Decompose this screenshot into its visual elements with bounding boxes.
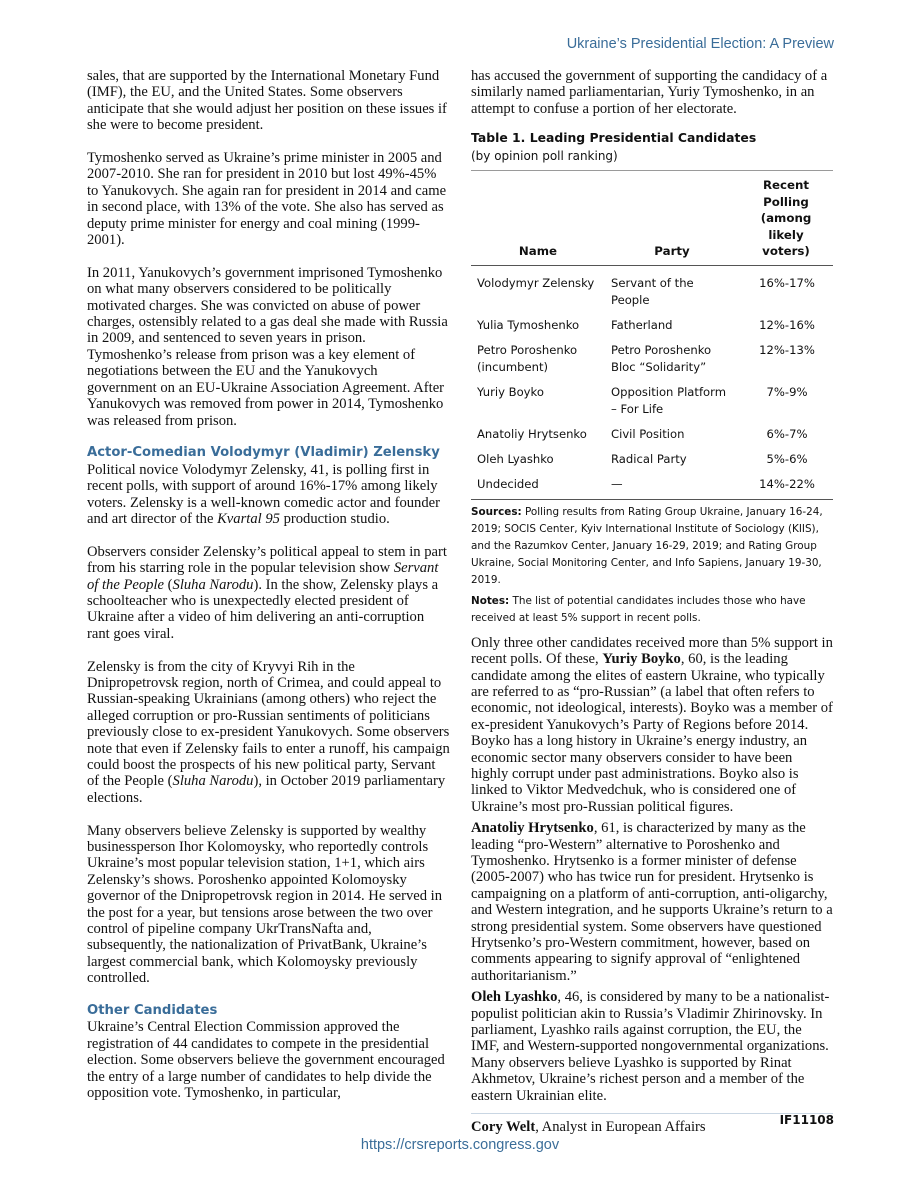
italic-text: Kvartal 95 [217, 510, 280, 527]
italic-text: Sluha Narodu [172, 773, 254, 790]
italic-text: Sluha Narodu [172, 576, 254, 593]
left-column [87, 68, 450, 1101]
cell-name: Yuriy Boyko [477, 384, 544, 399]
bold-name: Anatoliy Hrytsenko [471, 820, 594, 837]
cell-polling: 6%-7% [766, 426, 808, 441]
paragraph: Only three other candidates received more than 5% support in recent polls. Of these, Yuriy Boyko, 60, is the leading candidate among the elites of eastern Ukraine, who typically are referred to as “pro-Russian” (a label that often refers to economic, not ideological, interests). Boyko was a member of ex-president Yanukovych’s Party of Regions before 2014. Boyko has a long history in Ukraine’s energy industry, an economic sector many observers consider to have been highly corrupt under past administrations. Boyko also is linked to Viktor Medvedchuk, who is considered one of Ukraine’s most pro-Russian political figures. [471, 634, 833, 815]
candidates-table [471, 170, 833, 500]
paragraph: Tymoshenko served as Ukraine’s prime minister in 2005 and 2007-2010. She ran for president in 2010 but lost 49%-45% to Yanukovych. She again ran for president in 2014 and came in second place, with 13% of the vote. She also has served as deputy prime minister for energy and coal mining (1999-2001). [87, 150, 447, 249]
cell-polling: 7%-9% [766, 384, 808, 399]
table-row [471, 472, 833, 500]
cell-party: Opposition Platform – For Life [611, 384, 726, 416]
cell-polling: 5%-6% [766, 451, 808, 466]
table-row [471, 313, 833, 338]
table-title: Table 1. Leading Presidential Candidates [471, 130, 757, 146]
paragraph: has accused the government of supporting the candidacy of a similarly named parliamentarian, Yuriy Tymoshenko, in an attempt to confuse a portion of her electorate. [471, 68, 828, 117]
cell-name: Petro Poroshenko (incumbent) [477, 342, 578, 374]
column-header-polling: Recent Polling (among likely voters) [739, 171, 833, 266]
cell-party: Petro Poroshenko Bloc “Solidarity” [611, 342, 712, 374]
bold-name: Oleh Lyashko [471, 989, 558, 1006]
cell-polling: 12%-16% [759, 317, 815, 332]
author-line: Cory Welt, Analyst in European Affairs [471, 1119, 706, 1136]
section-heading-other-candidates: Other Candidates [87, 1003, 218, 1019]
paragraph: Observers consider Zelensky’s political appeal to stem in part from his starring role in the popular television show Servant of the People (Sluha Narodu). In the show, Zelensky plays a schoolteacher who is unexpectedly elected president of Ukraine after a video of him delivering an anti-corruption rant goes viral. [87, 543, 447, 642]
table-row [471, 380, 833, 422]
cell-party: — [605, 472, 739, 500]
cell-name: Oleh Lyashko [477, 451, 554, 466]
cell-name: Anatoliy Hrytsenko [477, 426, 587, 441]
italic-text: Servant of the People [87, 560, 439, 593]
paragraph: Political novice Volodymyr Zelensky, 41, is polling first in recent polls, with support of around 16%-17% among likely voters. Zelensky is a well-known comedic actor and founder and art director of the Kvartal 95 production studio. [87, 461, 440, 527]
table-subtitle: (by opinion poll ranking) [471, 149, 618, 164]
cell-polling: 12%-13% [759, 342, 815, 357]
column-header-name: Name [471, 171, 605, 266]
bold-name: Yuriy Boyko [602, 651, 681, 668]
paragraph: Zelensky is from the city of Kryvyi Rih in the Dnipropetrovsk region, north of Crimea, and could appeal to Russian-speaking Ukrainians (among others) who reject the alleged corruption or pro-Russian sentiments of politicians previously close to ex-president Yanukovych. Some observers note that even if Zelensky fails to enter a runoff, his campaign could boost the prospects of his new political party, Servant of the People (Sluha Narodu), in October 2019 parliamentary elections. [87, 658, 450, 806]
running-header: Ukraine’s Presidential Election: A Preview [566, 36, 834, 52]
paragraph: Ukraine’s Central Election Commission approved the registration of 44 candidates to compete in the presidential election. Some observers believe the government encouraged the entry of a large number of candidates to help divide the opposition vote. Tymoshenko, in particular, [87, 1019, 445, 1102]
paragraph: In 2011, Yanukovych’s government imprisoned Tymoshenko on what many observers considered to be politically motivated charges. She was convicted on abuse of power charges, ostensibly related to a gas deal she made with Russia in 2009, and sentenced to seven years in prison. Tymoshenko’s release from prison was a key element of negotiations between the EU and the Yanukovych government on an EU-Ukraine Association Agreement. After Yanukovych was removed from power in 2014, Tymoshenko was released from prison. [87, 264, 448, 429]
table-sources-note: Sources: Polling results from Rating Group Ukraine, January 16-24, 2019; SOCIS Center, Kyiv International Institute of Sociology (KIIS), and the Razumkov Center, January 16-29, 2019; and Rating Group Ukraine, Social Monitoring Center, and Info Sapiens, January 19-30, 2019. [471, 505, 823, 586]
paragraph: sales, that are supported by the International Monetary Fund (IMF), the EU, and the United States. Some observers anticipate that she would adjust her position on these issues if she were to become president. [87, 68, 447, 134]
cell-party: Fatherland [611, 317, 673, 332]
sources-label: Sources: [471, 505, 522, 518]
cell-polling: 16%-17% [759, 275, 815, 290]
cell-name: Undecided [471, 472, 605, 500]
table-row [471, 338, 833, 380]
author-name: Cory Welt [471, 1119, 536, 1136]
column-header-party: Party [605, 171, 739, 266]
table-row [471, 447, 833, 472]
footer-url-link[interactable]: https://crsreports.congress.gov [360, 1137, 560, 1153]
paragraph: Many observers believe Zelensky is supported by wealthy businessperson Ihor Kolomoysky, who reportedly controls Ukraine’s most popular television station, 1+1, which airs Zelensky’s shows. Poroshenko appointed Kolomoysky governor of the Dnipropetrovsk region in 2014. He served in the post for a year, but tensions arose between the two over control of pipeline company UkrTransNafta and, subsequently, the nationalization of PrivatBank, Ukraine’s largest commercial bank, which Kolomoysky previously controlled. [87, 822, 443, 987]
table-row [471, 422, 833, 447]
cell-name: Volodymyr Zelensky [477, 275, 595, 290]
table-header-row [471, 171, 833, 266]
section-heading-zelensky: Actor-Comedian Volodymyr (Vladimir) Zelensky [87, 445, 440, 461]
document-id: IF11108 [779, 1113, 834, 1127]
cell-party: Civil Position [611, 426, 685, 441]
notes-label: Notes: [471, 594, 510, 607]
cell-party: Radical Party [611, 451, 687, 466]
right-column [471, 68, 833, 1136]
cell-party: Servant of the People [611, 275, 694, 307]
table-notes-note: Notes: The list of potential candidates includes those who have received at least 5% support in recent polls. [471, 594, 806, 624]
cell-name: Yulia Tymoshenko [477, 317, 580, 332]
paragraph: Anatoliy Hrytsenko, 61, is characterized by many as the leading “pro-Western” alternative to Poroshenko and Tymoshenko. Hrytsenko is a former minister of defense (2005-2007) who has twice run for president. Hrytsenko is campaigning on a platform of anti-corruption, anti-oligarchy, and Western integration, and he supports Ukraine’s return to a strong presidential system. Some observers have questioned Hrytsenko’s pro-Western commitment, however, based on comments appearing to signify approval of “enlightened authoritarianism.” [471, 820, 833, 984]
paragraph: Oleh Lyashko, 46, is considered by many to be a nationalist-populist politician akin to Russia’s Vladimir Zhirinovsky. In parliament, Lyashko rails against corruption, the EU, the IMF, and Western-supported nongovernmental organizations. Many observers believe Lyashko is supported by Rinat Akhmetov, Ukraine’s richest person and a member of the eastern Ukrainian elite. [471, 989, 830, 1104]
table-row [471, 265, 833, 313]
cell-polling: 14%-22% [739, 472, 833, 500]
